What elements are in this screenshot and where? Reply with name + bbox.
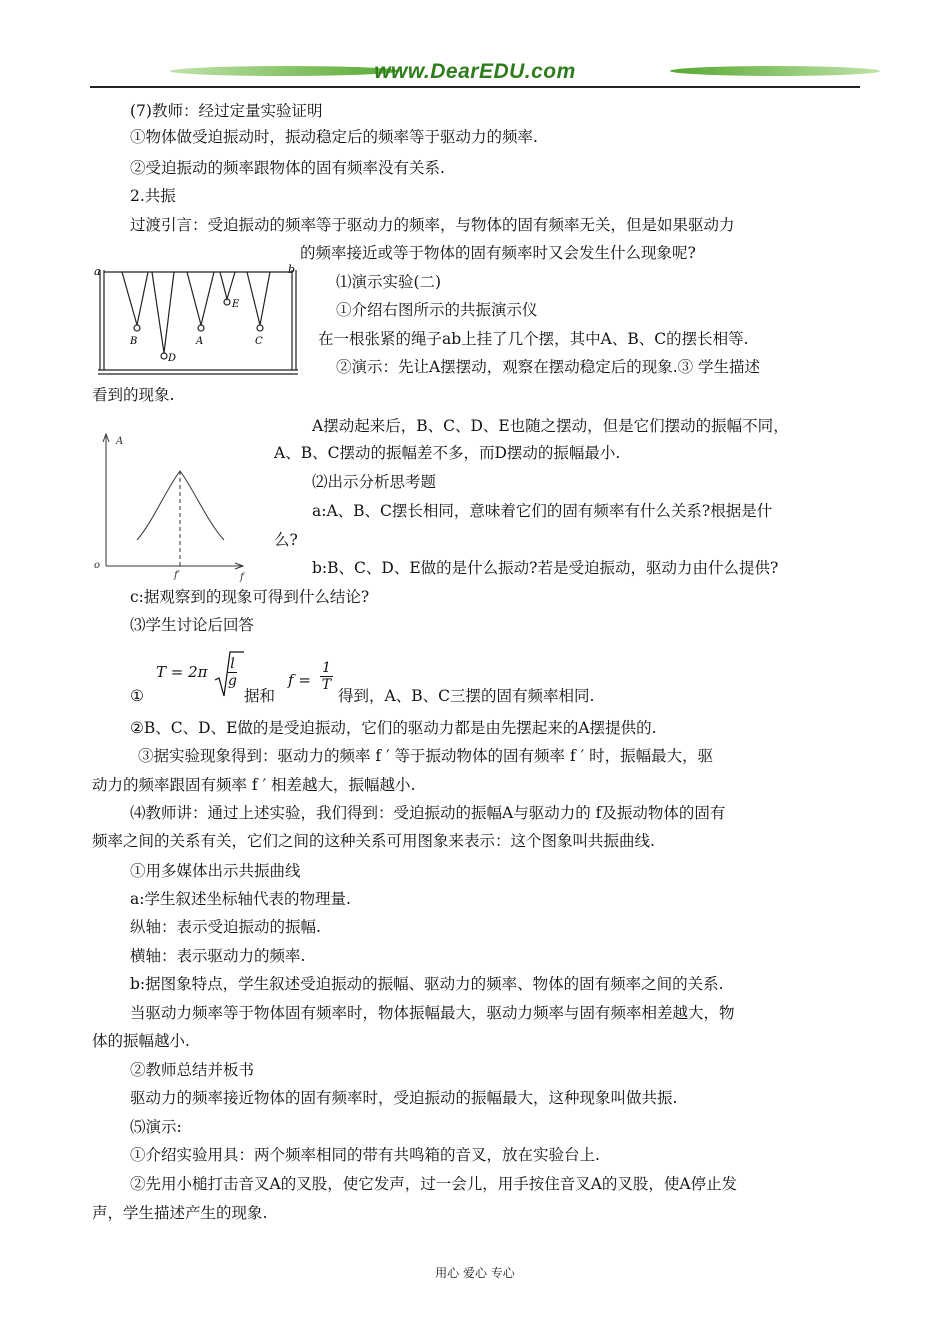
text-line: 横轴：表示驱动力的频率. (130, 947, 306, 965)
label-D: D (168, 353, 177, 364)
text-line: ③据实验现象得到：驱动力的频率 f ′ 等于振动物体的固有频率 f ′ 时，振幅最大，驱 (138, 747, 714, 765)
formula-circle: ① (130, 687, 144, 705)
text-line: b:B、C、D、E做的是什么振动?若是受迫振动，驱动力由什么提供? (312, 559, 779, 577)
formula-f: f = (288, 671, 311, 689)
text-line: 体的振幅越小. (92, 1032, 190, 1050)
site-logo: www.DearEDU.com (374, 60, 576, 83)
text-line: 当驱动力频率等于物体固有频率时，物体振幅最大，驱动力频率与固有频率相差越大，物 (130, 1004, 735, 1022)
text-line: 在一根张紧的绳子ab上挂了几个摆，其中A、B、C的摆长相等. (318, 330, 749, 348)
origin-label: o (94, 560, 101, 571)
sqrt-num: l (228, 656, 237, 673)
f-num: 1 (322, 660, 331, 676)
text-line: 频率之间的关系有关，它们之间的这种关系可用图象来表示：这个图象叫共振曲线. (92, 832, 655, 850)
text-line: ②演示：先让A摆摆动，观察在摆动稳定后的现象.③ 学生描述 (336, 358, 761, 376)
label-a: a (94, 265, 101, 278)
text-line: ⑵出示分析思考题 (312, 473, 437, 491)
text-line: A摆动起来后，B、C、D、E也随之摆动，但是它们摆动的振幅不同， (312, 417, 789, 435)
pendulum-figure (92, 262, 304, 377)
text-line: (7)教师：经过定量实验证明 (130, 102, 323, 120)
text-line: 的频率接近或等于物体的固有频率时又会发生什么现象呢? (300, 244, 696, 262)
text-line: b:据图象特点，学生叙述受迫振动的振幅、驱动力的频率、物体的固有频率之间的关系. (130, 975, 724, 993)
page-header (90, 58, 860, 90)
f-den: T (321, 677, 332, 693)
text-line: 纵轴：表示受迫振动的振幅. (130, 918, 321, 936)
formula-mid: 据和 (244, 687, 276, 705)
label-B: B (130, 336, 138, 347)
axis-label-A: A (116, 436, 124, 447)
text-line: a:学生叙述坐标轴代表的物理量. (130, 890, 351, 908)
label-E: E (232, 299, 240, 310)
label-C: C (255, 336, 263, 347)
text-line: ⑷教师讲：通过上述实验，我们得到：受迫振动的振幅A与驱动力的 f及振动物体的固有 (130, 804, 726, 822)
text-line: ⑴演示实验(二) (336, 273, 442, 291)
peak-label: f′ (174, 570, 180, 581)
formula-tail: 得到，A、B、C三摆的固有频率相同. (338, 687, 595, 705)
f-fraction (320, 660, 333, 693)
text-line: ①介绍实验用具：两个频率相同的带有共鸣箱的音叉，放在实验台上. (130, 1146, 600, 1164)
text-line: ②先用小槌打击音叉A的叉股，使它发声，过一会儿，用手按住音叉A的叉股，使A停止发 (130, 1175, 738, 1193)
text-line: ⑶学生讨论后回答 (130, 616, 255, 634)
resonance-curve-figure (92, 428, 262, 586)
header-rule (90, 86, 860, 88)
text-line: 看到的现象. (92, 386, 175, 404)
label-b: b (288, 263, 296, 276)
axis-label-f: f (240, 572, 244, 583)
text-line: 么? (274, 531, 298, 549)
text-line: ⑸演示: (130, 1118, 182, 1136)
text-line: 2.共振 (130, 187, 176, 205)
text-line: 声，学生描述产生的现象. (92, 1204, 268, 1222)
formula-T: T = 2π (156, 663, 208, 681)
text-line: 过渡引言：受迫振动的频率等于驱动力的频率，与物体的固有频率无关，但是如果驱动力 (130, 216, 735, 234)
text-line: A、B、C摆动的振幅差不多，而D摆动的振幅最小. (274, 444, 621, 462)
page-footer: 用心 爱心 专心 (435, 1266, 515, 1280)
text-line: c:据观察到的现象可得到什么结论? (130, 588, 370, 606)
text-line: 动力的频率跟固有频率 f ′ 相差越大，振幅越小. (92, 776, 416, 794)
sqrt-den: g (228, 673, 237, 689)
text-line: ②B、C、D、E做的是受迫振动，它们的驱动力都是由先摆起来的A摆提供的. (130, 719, 657, 737)
text-line: 驱动力的频率接近物体的固有频率时，受迫振动的振幅最大，这种现象叫做共振. (130, 1089, 678, 1107)
label-A: A (196, 336, 204, 347)
sqrt-fraction (228, 656, 237, 689)
text-line: ①物体做受迫振动时，振动稳定后的频率等于驱动力的频率. (130, 128, 538, 146)
text-line: ②受迫振动的频率跟物体的固有频率没有关系. (130, 159, 445, 177)
text-line: a:A、B、C摆长相同，意味着它们的固有频率有什么关系?根据是什 (312, 502, 773, 520)
text-line: ①介绍右图所示的共振演示仪 (336, 301, 538, 319)
text-line: ②教师总结并板书 (130, 1061, 255, 1079)
text-line: ①用多媒体出示共振曲线 (130, 862, 301, 880)
